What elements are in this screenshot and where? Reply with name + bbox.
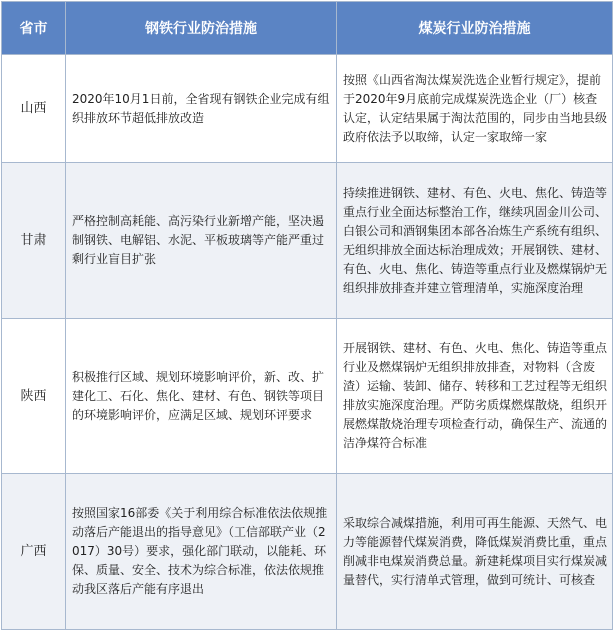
header-coal: 煤炭行业防治措施 bbox=[337, 2, 613, 55]
steel-measure-cell: 严格控制高耗能、高污染行业新增产能，坚决遏制钢铁、电解铝、水泥、平板玻璃等产能严重过剩行业盲目扩张 bbox=[66, 163, 337, 319]
province-cell: 广西 bbox=[2, 474, 66, 630]
province-cell: 陕西 bbox=[2, 319, 66, 474]
steel-measure-cell: 积极推行区域、规划环境影响评价，新、改、扩建化工、石化、焦化、建材、有色、钢铁等项目的环境影响评价，应满足区域、规划环评要求 bbox=[66, 319, 337, 474]
header-steel: 钢铁行业防治措施 bbox=[66, 2, 337, 55]
header-row bbox=[2, 2, 613, 55]
table-row bbox=[2, 474, 613, 630]
table-row bbox=[2, 55, 613, 163]
measures-table bbox=[1, 1, 613, 630]
coal-measure-cell: 按照《山西省淘汰煤炭洗选企业暂行规定》，提前于2020年9月底前完成煤炭洗选企业（厂）核查认定，认定结果属于淘汰范围的，同步由当地县级政府依法予以取缔，认定一家取缔一家 bbox=[337, 55, 613, 163]
coal-measure-cell: 持续推进钢铁、建材、有色、火电、焦化、铸造等重点行业全面达标整治工作，继续巩固金川公司、白银公司和酒钢集团本部各冶炼生产系统有组织、无组织排放全面达标治理成效；开展钢铁、建材、有色、火电、焦化、铸造等重点行业及燃煤锅炉无组织排放排查并建立管理清单，实施深度治理 bbox=[337, 163, 613, 319]
province-cell: 甘肃 bbox=[2, 163, 66, 319]
steel-measure-cell: 按照国家16部委《关于利用综合标准依法依规推动落后产能退出的指导意见》（工信部联产业（2017）30号）要求，强化部门联动，以能耗、环保、质量、安全、技术为综合标准，依法依规推动我区落后产能有序退出 bbox=[66, 474, 337, 630]
steel-measure-cell: 2020年10月1日前，全省现有钢铁企业完成有组织排放环节超低排放改造 bbox=[66, 55, 337, 163]
coal-measure-cell: 采取综合减煤措施，利用可再生能源、天然气、电力等能源替代煤炭消费，降低煤炭消费比重，重点削减非电煤炭消费总量。新建耗煤项目实行煤炭减量替代，实行清单式管理，做到可统计、可核查 bbox=[337, 474, 613, 630]
province-cell: 山西 bbox=[2, 55, 66, 163]
table-row bbox=[2, 163, 613, 319]
header-province: 省市 bbox=[2, 2, 66, 55]
coal-measure-cell: 开展钢铁、建材、有色、火电、焦化、铸造等重点行业及燃煤锅炉无组织排放排查，对物料（含废渣）运输、装卸、储存、转移和工艺过程等无组织排放实施深度治理。严防劣质煤燃煤散烧，组织开展燃煤散烧治理专项检查行动，确保生产、流通的洁净煤符合标准 bbox=[337, 319, 613, 474]
table-row bbox=[2, 319, 613, 474]
